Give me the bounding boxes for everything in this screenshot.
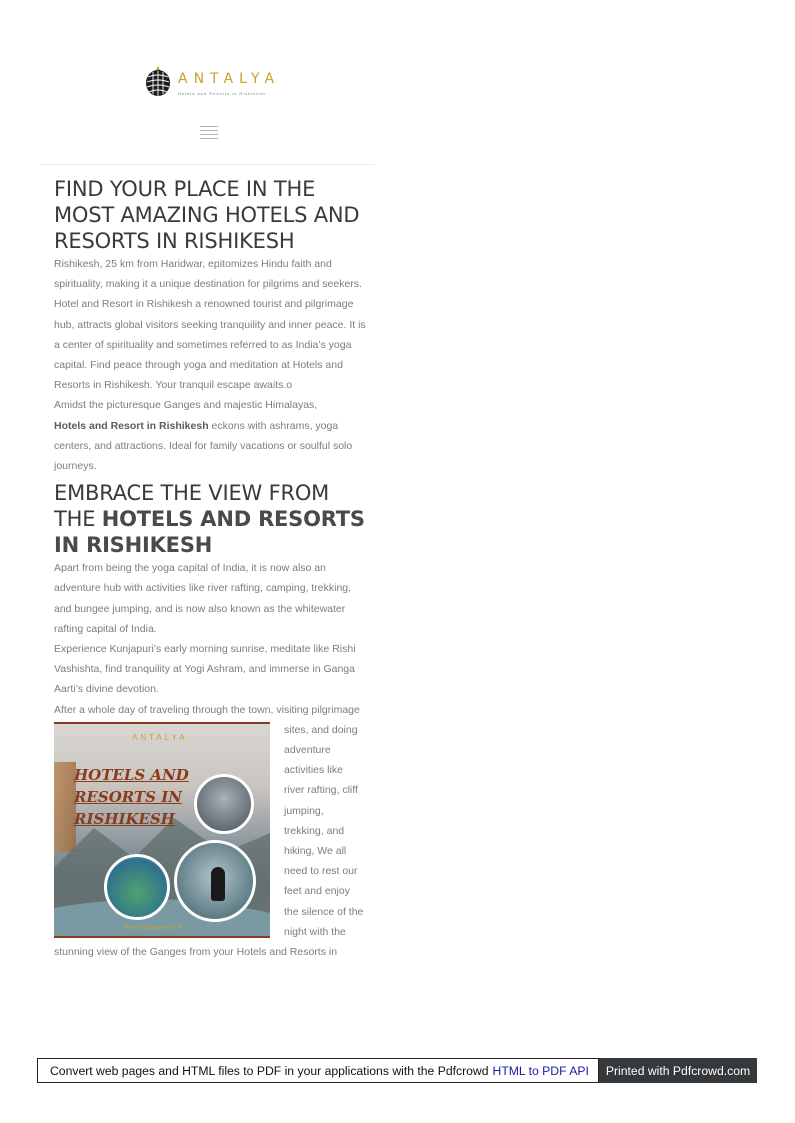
section-heading (54, 480, 366, 558)
p3-bold-link: Hotels and Resort in Rishikesh (54, 419, 209, 432)
poster-url: www.antalyaresorts.in (124, 924, 183, 931)
p3-rest: eckons with ashrams, yoga centers, and attractions. Ideal for family vacations or soulful solo journeys. (54, 419, 353, 473)
paragraph-ganges (54, 395, 366, 476)
yoga-photo-circle (174, 840, 256, 922)
heading2-plain: EMBRACE THE VIEW FROM THE (54, 481, 330, 532)
p6-first-line: After a whole day of traveling through the town, visiting (54, 703, 312, 716)
p6-wrapped-text: pilgrimage sites, and doing adventure activities like river rafting, cliff jumping, trekking, and hiking, We all need to rest our feet and enjoy the silence of the night with the stunning view of the Ganges from your Hotels and Resorts in (54, 703, 364, 959)
article-body (54, 176, 366, 962)
poster-title-line1: HOTELS AND (74, 765, 189, 784)
poster-title-line3: RISHIKESH (74, 809, 175, 828)
pdfcrowd-promo-text: Convert web pages and HTML files to PDF in your applications with the Pdfcrowd (50, 1063, 489, 1078)
heading2-bold: HOTELS AND RESORTS IN RISHIKESH (54, 507, 365, 558)
antalya-logo[interactable] (144, 64, 284, 104)
p3-lead: Amidst the picturesque Ganges and majestic Himalayas, (54, 399, 318, 412)
lake-photo-circle (104, 854, 170, 920)
main-heading: FIND YOUR PLACE IN THE MOST AMAZING HOTELS AND RESORTS IN RISHIKESH (54, 177, 360, 253)
logo-tagline: Hotels and Resorts in Rishikesh (178, 91, 266, 96)
pdfcrowd-banner (37, 1058, 757, 1083)
paragraph-kunjapuri: Experience Kunjapuri’s early morning sunrise, meditate like Rishi Vashishta, find tranquility at Yogi Ashram, and immerse in Ganga Aarti’s divine devotion. (54, 643, 356, 696)
poster-logo: ANTALYA (132, 732, 188, 742)
html-to-pdf-api-link[interactable]: HTML to PDF API (492, 1063, 589, 1078)
site-header (40, 0, 375, 165)
gym-photo-circle (194, 774, 254, 834)
poster-title-line2: RESORTS IN (74, 787, 182, 806)
paragraph-rest (54, 700, 366, 963)
paragraph-adventure: Apart from being the yoga capital of India, it is now also an adventure hub with activities like river rafting, camping, trekking, and bungee jumping, and is now also known as the whitewater rafting capital of India. (54, 562, 352, 635)
hamburger-menu-icon[interactable] (200, 126, 218, 142)
paragraph-intro: Rishikesh, 25 km from Haridwar, epitomizes Hindu faith and spirituality, making it a unique destination for pilgrims and seekers. (54, 258, 362, 291)
logo-name: ANTALYA (178, 71, 281, 87)
poster-title (74, 764, 189, 830)
pinecone-icon (144, 64, 172, 98)
printed-with-badge[interactable]: Printed with Pdfcrowd.com (599, 1058, 757, 1083)
paragraph-hub: Hotel and Resort in Rishikesh a renowned tourist and pilgrimage hub, attracts global visitors seeking tranquility and inner peace. It is a center of spirituality and sometimes referred to as India’s yoga capital. Find peace through yoga and meditation at Hotels and Resorts in Rishikesh. Your tranquil escape awaits.o (54, 298, 366, 392)
hotels-resorts-poster-image (54, 722, 270, 938)
image-wrap-section (54, 700, 366, 963)
pdfcrowd-promo (37, 1058, 599, 1083)
